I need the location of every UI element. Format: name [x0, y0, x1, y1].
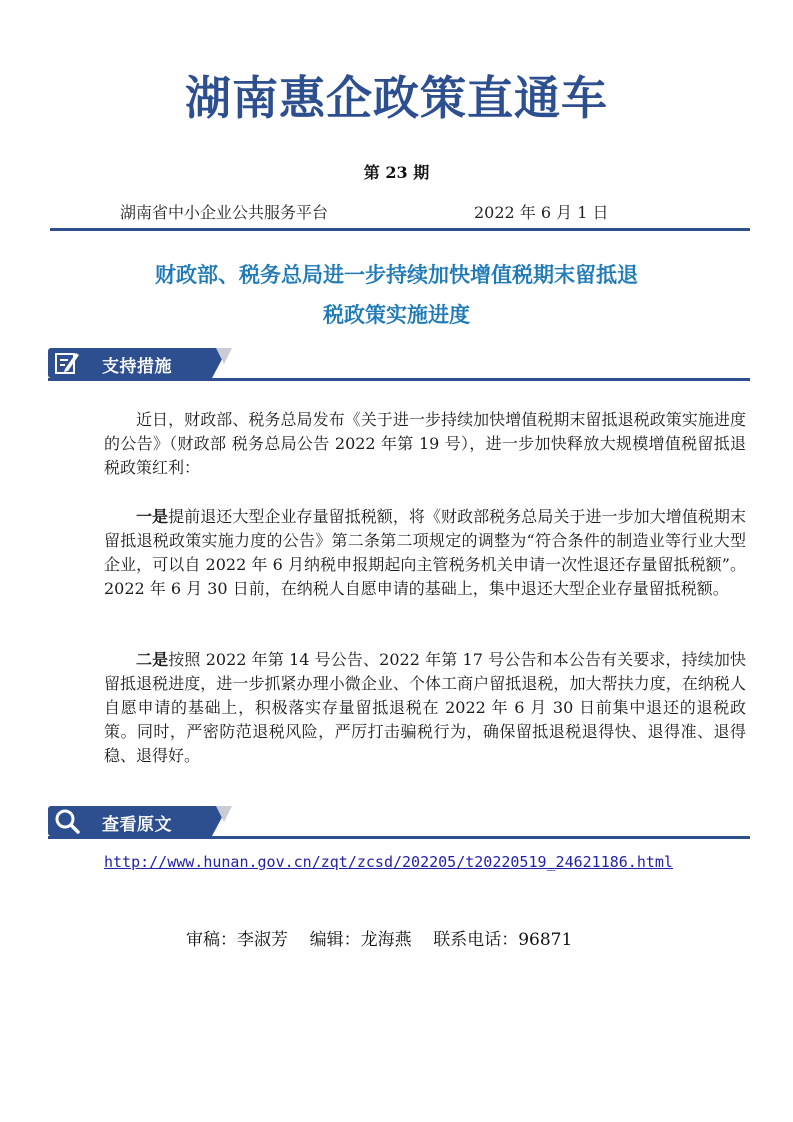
- source-link[interactable]: http://www.hunan.gov.cn/zqt/zcsd/202205/t20220519_24621186.html: [104, 853, 673, 871]
- section-header-support: [48, 348, 750, 384]
- paragraph-1: [104, 505, 746, 601]
- section-rule: [48, 836, 750, 839]
- section-rule: [48, 378, 750, 381]
- masthead-title: 湖南惠企政策直通车: [185, 71, 608, 125]
- publisher: 湖南省中小企业公共服务平台: [120, 203, 329, 222]
- section-header-source: [48, 806, 750, 842]
- edit-icon: [54, 350, 80, 376]
- paragraph-1-text: 提前退还大型企业存量留抵税额，将《财政部税务总局关于进一步加大增值税期末留抵退税政策实施力度的公告》第二条第二项规定的调整为“符合条件的制造业等行业大型企业，可以自 2022 年 6 月纳税申报期起向主管税务机关申请一次性退还存量留抵税额”。2022 年 6 月 30 日前，在纳税人自愿申请的基础上，集中退还大型企业存量留抵税额。: [104, 507, 746, 598]
- paragraph-intro: 近日，财政部、税务总局发布《关于进一步持续加快增值税期末留抵退税政策实施进度的公告》（财政部 税务总局公告 2022 年第 19 号），进一步加快释放大规模增值税留抵退税政策红利：: [104, 410, 746, 477]
- publish-date: 2022 年 6 月 1 日: [474, 203, 609, 222]
- search-icon: [54, 808, 80, 834]
- paragraph-2-text: 按照 2022 年第 14 号公告、2022 年第 17 号公告和本公告有关要求，持续加快留抵退税进度，进一步抓紧办理小微企业、个体工商户留抵退税，加大帮扶力度，在纳税人自愿申请的基础上，积极落实存量留抵退税在 2022 年 6 月 30 日前集中退还的退税政策。同时，严密防范退税风险，严厉打击骗税行为，确保留抵退税退得快、退得准、退得稳、退得好。: [104, 650, 746, 765]
- section-label-support: 支持措施: [102, 357, 172, 377]
- paragraph-2: [104, 648, 746, 768]
- section-tag-ghost: [216, 806, 232, 822]
- header-divider: [50, 228, 750, 231]
- section-tag-ghost: [216, 348, 232, 364]
- paragraph-2-lead: 二是: [136, 650, 169, 669]
- section-label-source: 查看原文: [102, 815, 172, 835]
- issue-number: 第 23 期: [363, 163, 430, 182]
- article-headline-line1: 财政部、税务总局进一步持续加快增值税期末留抵退: [155, 263, 638, 287]
- paragraph-1-lead: 一是: [136, 507, 169, 526]
- credits-line: 审稿：李淑芳 编辑：龙海燕 联系电话：96871: [186, 930, 573, 950]
- article-headline-line2: 税政策实施进度: [323, 303, 470, 327]
